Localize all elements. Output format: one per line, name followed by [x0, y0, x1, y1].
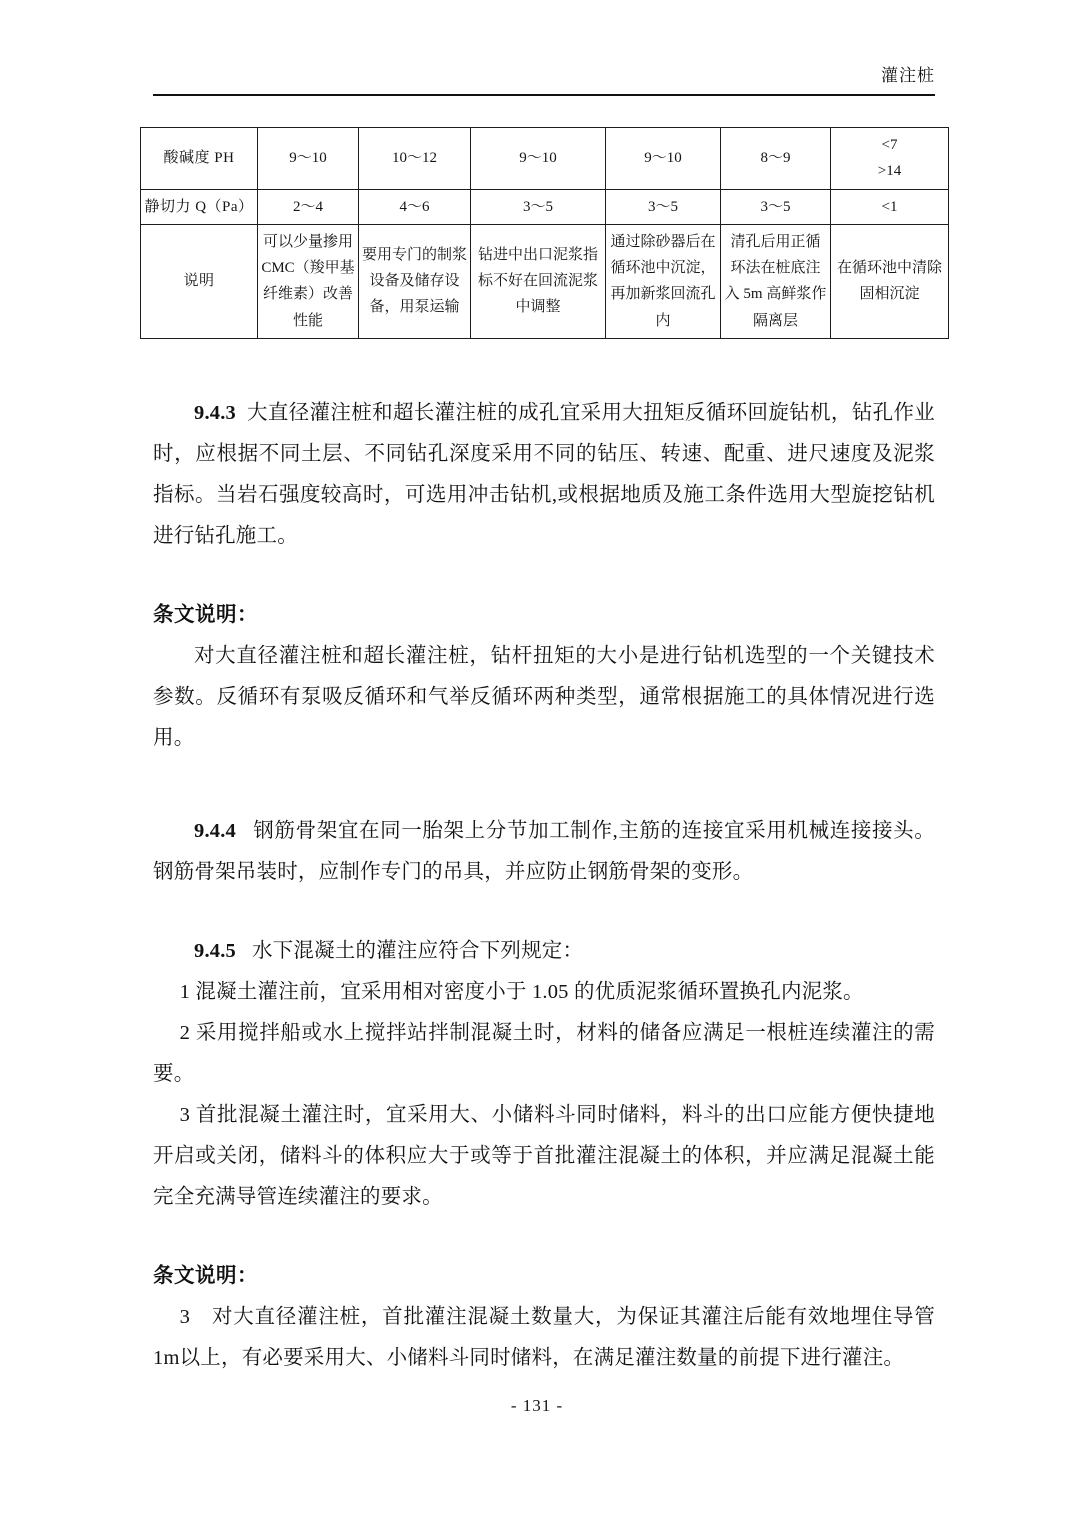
table-row — [141, 189, 949, 224]
cell-ph-2: 10～12 — [359, 128, 471, 190]
header-rule — [153, 94, 935, 96]
spacer — [153, 1218, 935, 1256]
clause-9-4-5 — [153, 931, 935, 972]
clause-9-4-3-text: 大直径灌注桩和超长灌注桩的成孔宜采用大扭矩反循环回旋钻机，钻孔作业时，应根据不同土层、不同钻孔深度采用不同的钻压、转速、配重、进尺速度及泥浆指标。当岩石强度较高时，可选用冲击钻机,或根据地质及施工条件选用大型旋挖钻机进行钻孔施工。 — [153, 402, 935, 547]
clause-9-4-3-number: 9.4.3 — [194, 402, 236, 424]
cell-q-1: 2～4 — [258, 189, 359, 224]
clause-9-4-5-item-1: 1 混凝土灌注前，宜采用相对密度小于 1.05 的优质泥浆循环置换孔内泥浆。 — [179, 981, 864, 1003]
mud-property-table-wrapper — [140, 127, 948, 339]
clause-9-4-5-text: 水下混凝土的灌注应符合下列规定： — [251, 940, 584, 962]
row-label-static-shear: 静切力 Q（Pa） — [141, 189, 258, 224]
cell-note-2: 要用专门的制浆设备及储存设备，用泵运输 — [359, 224, 471, 338]
table-row — [141, 224, 949, 338]
explanation-label-1: 条文说明： — [153, 604, 258, 626]
clause-9-4-4-number: 9.4.4 — [194, 820, 236, 842]
explanation-text-2: 3 对大直径灌注桩，首批灌注混凝土数量大，为保证其灌注后能有效地埋住导管1m以上，有必要采用大、小储料斗同时储料，在满足灌注数量的前提下进行灌注。 — [153, 1306, 935, 1369]
cell-note-5: 清孔后用正循环法在桩底注入 5m 高鲜浆作隔离层 — [721, 224, 831, 338]
cell-q-5: 3～5 — [721, 189, 831, 224]
page-number: - 131 - — [510, 1396, 564, 1415]
spacer — [153, 759, 935, 811]
clause-9-4-5-number: 9.4.5 — [194, 940, 236, 962]
mud-property-table — [140, 127, 949, 339]
page-footer — [0, 1396, 1074, 1416]
cell-ph-4: 9～10 — [606, 128, 721, 190]
cell-note-4: 通过除砂器后在循环池中沉淀，再加新浆回流孔内 — [606, 224, 721, 338]
clause-9-4-3 — [153, 393, 935, 557]
cell-ph-6-line2: >14 — [877, 163, 902, 180]
cell-ph-6-line1: <7 — [881, 137, 898, 153]
cell-q-4: 3～5 — [606, 189, 721, 224]
spacer — [153, 557, 935, 595]
header-title: 灌注桩 — [881, 66, 935, 85]
cell-ph-1: 9～10 — [258, 128, 359, 190]
clause-9-4-4-text: 钢筋骨架宜在同一胎架上分节加工制作,主筋的连接宜采用机械连接接头。钢筋骨架吊装时，应制作专门的吊具，并应防止钢筋骨架的变形。 — [153, 820, 935, 883]
cell-ph-6 — [831, 128, 949, 190]
cell-q-3: 3～5 — [471, 189, 606, 224]
cell-note-6: 在循环池中清除固相沉淀 — [831, 224, 949, 338]
cell-note-1: 可以少量掺用CMC（羧甲基纤维素）改善性能 — [258, 224, 359, 338]
document-body — [153, 393, 935, 1379]
clause-9-4-5-item-3: 3 首批混凝土灌注时，宜采用大、小储料斗同时储料，料斗的出口应能方便快捷地开启或关闭，储料斗的体积应大于或等于首批灌注混凝土的体积，并应满足混凝土能完全充满导管连续灌注的要求。 — [153, 1104, 935, 1208]
clause-9-4-5-item-2: 2 采用搅拌船或水上搅拌站拌制混凝土时，材料的储备应满足一根桩连续灌注的需要。 — [153, 1022, 935, 1085]
explanation-text-1: 对大直径灌注桩和超长灌注桩，钻杆扭矩的大小是进行钻机选型的一个关键技术参数。反循环有泵吸反循环和气举反循环两种类型，通常根据施工的具体情况进行选用。 — [153, 645, 935, 749]
spacer — [153, 893, 935, 931]
row-label-note: 说明 — [141, 224, 258, 338]
clause-9-4-4 — [153, 811, 935, 893]
cell-q-6: <1 — [831, 189, 949, 224]
row-label-ph: 酸碱度 PH — [141, 128, 258, 190]
cell-q-2: 4～6 — [359, 189, 471, 224]
running-header — [153, 66, 935, 96]
table-row — [141, 128, 949, 190]
cell-ph-3: 9～10 — [471, 128, 606, 190]
cell-note-3: 钻进中出口泥浆指标不好在回流泥浆中调整 — [471, 224, 606, 338]
cell-ph-5: 8～9 — [721, 128, 831, 190]
explanation-label-2: 条文说明： — [153, 1265, 258, 1287]
